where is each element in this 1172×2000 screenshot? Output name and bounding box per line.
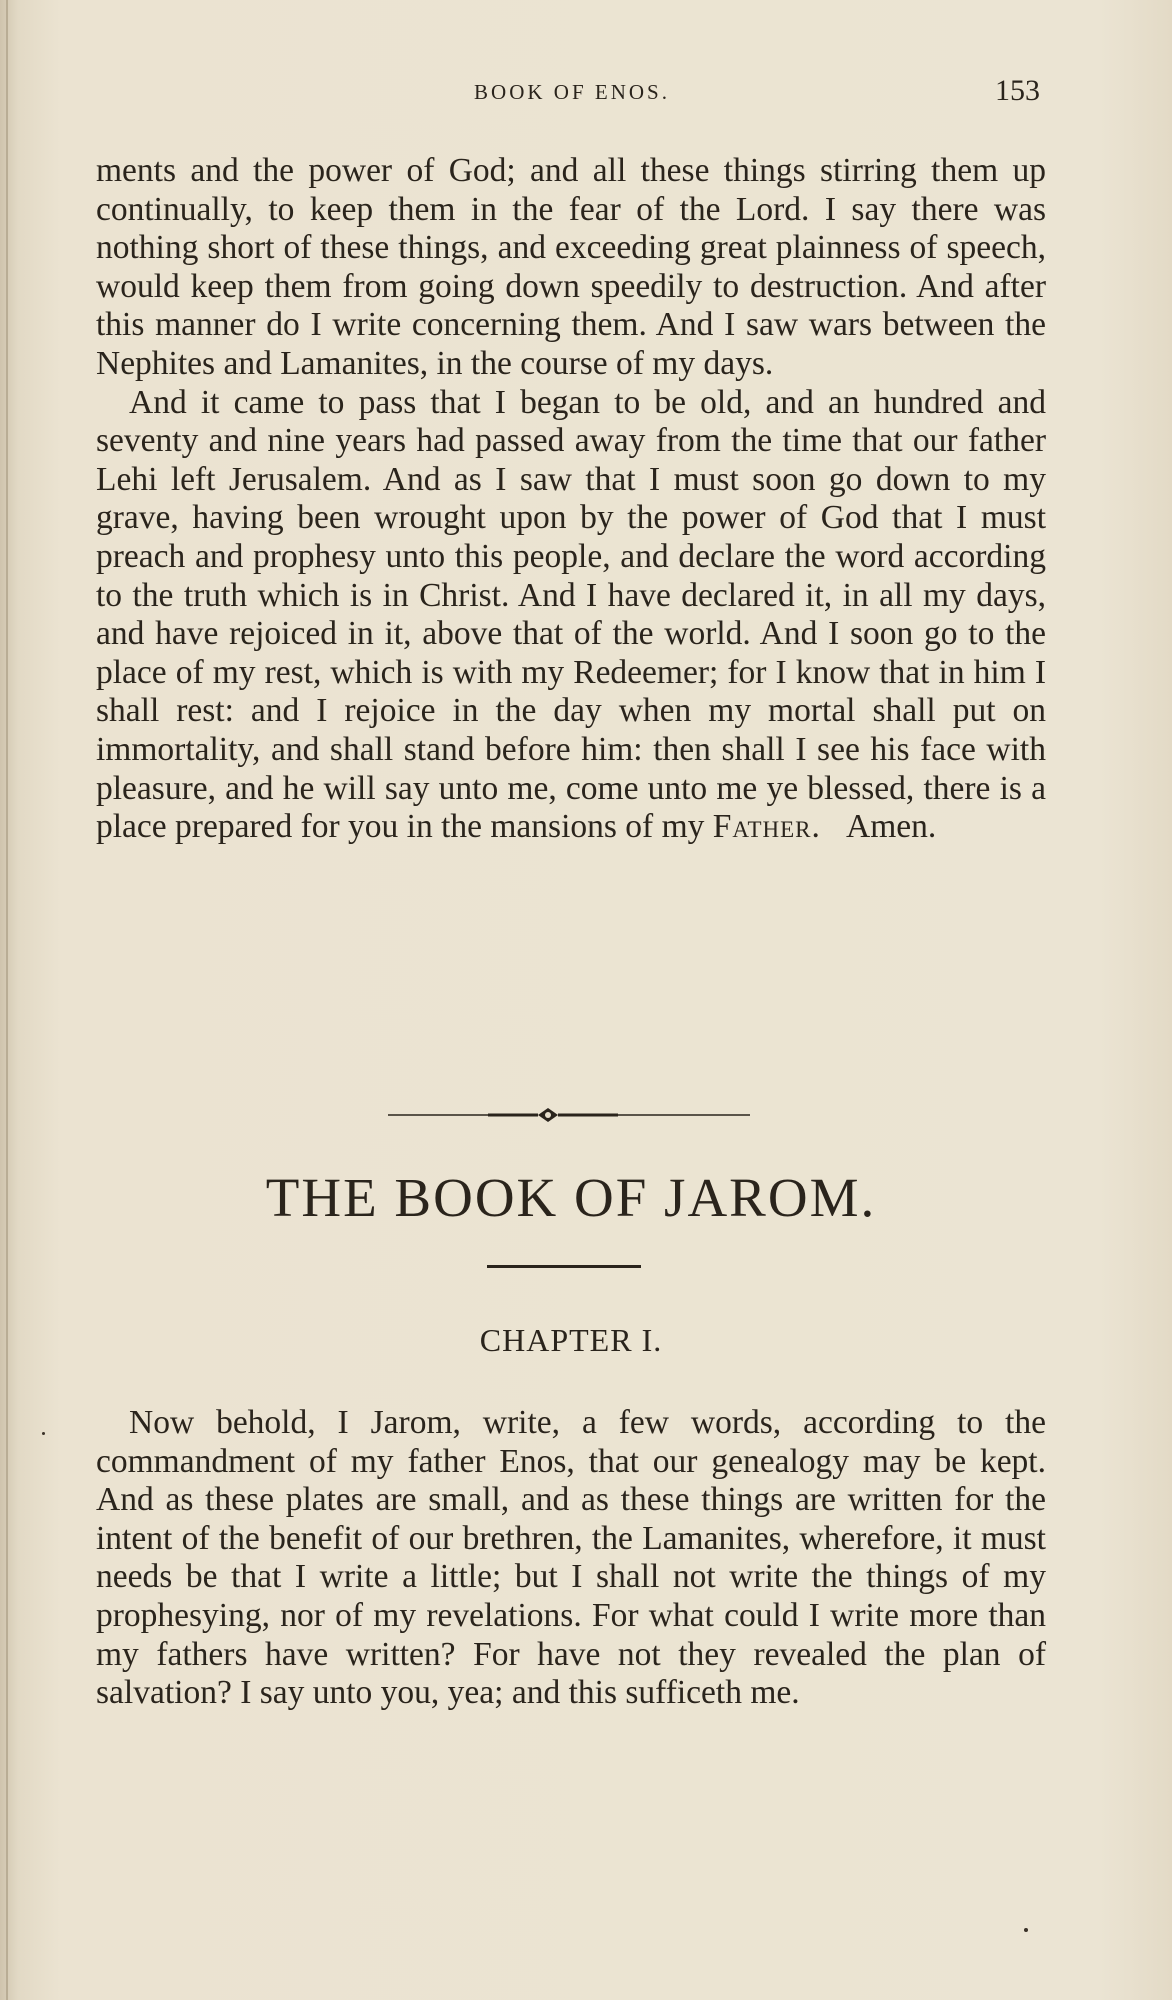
amen: Amen. [846,808,937,846]
enos-text [96,152,1046,847]
jarom-paragraph-1: Now behold, I Jarom, write, a few words, according to the commandment of my father Enos, that our genealogy may be kept. And as these plates are small, and as these things are written for the intent of the benefit of our brethren, the Lamanites, wherefore, it must needs be that I write a little; but I shall not write the things of my prophesying, nor of my revelations. For what could I write more than my fathers have written? For have not they revealed the plan of salvation? I say unto you, yea; and this sufficeth me. [96,1404,1046,1712]
enos-paragraph-2-body: And it came to pass that I began to be old, and an hundred and seventy and nine years had passed away from the time that our father Lehi left Jerusalem. And as I saw that I must soon go down to my grave, having been wrought upon by the power of God that I must preach and prophesy unto this people, and declare the word according to the truth which is in Christ. And I have declared it, in all my days, and have rejoiced in it, above that of the world. And I soon go to the place of my rest, which is with my Redeemer; for I know that in him I shall rest: and I rejoice in the day when my mortal shall put on immortality, and shall stand before him: then shall I see his face with pleasure, and he will say unto me, come unto me ye blessed, there is a place prepared for you in the mansions of my [96,383,1046,846]
running-title: BOOK OF ENOS. [474,80,670,104]
running-head [96,74,1048,114]
jarom-text [96,1404,1046,1713]
title-rule [487,1265,641,1268]
page-gutter-edge [6,0,8,2000]
enos-paragraph-2 [96,384,1046,847]
paper-speck [1024,1928,1028,1932]
section-divider-ornament [388,1100,750,1130]
book-title: THE BOOK OF JAROM. [265,1167,877,1228]
chapter-heading: CHAPTER I. [479,1322,663,1358]
father-small-caps: Father. [712,808,821,846]
paper-speck [42,1432,45,1435]
page-number: 153 [995,74,1040,107]
enos-paragraph-1: ments and the power of God; and all these things stirring them up continually, to keep them in the fear of the Lord. I say there was nothing short of these things, and exceeding great plainness of speech, would keep them from going down speedily to destruction. And after this manner do I write concerning them. And I saw wars between the Nephites and Lamanites, in the course of my days. [96,152,1046,382]
